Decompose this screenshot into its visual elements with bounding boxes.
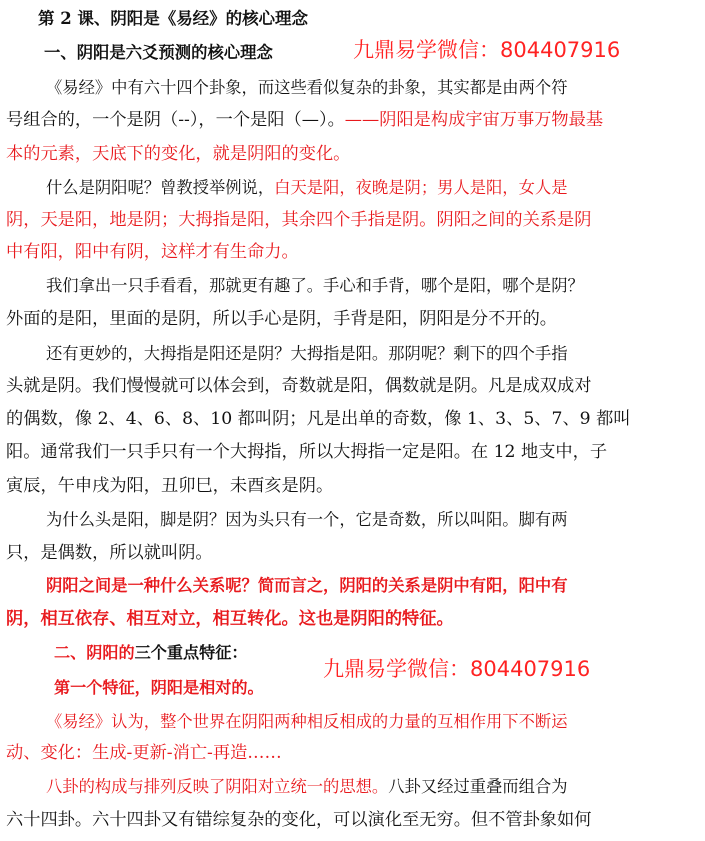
paragraph-3-line-1: 我们拿出一只手看看，那就更有趣了。手心和手背，哪个是阳，哪个是阴？ xyxy=(46,276,584,295)
paragraph-1-line-1: 《易经》中有六十四个卦象，而这些看似复杂的卦象，其实都是由两个符 xyxy=(46,78,568,97)
paragraph-8-line-1-black: 八卦又经过重叠而组合为 xyxy=(388,777,568,796)
paragraph-2-line-1 xyxy=(0,176,705,200)
paragraph-7-line-2: 动、变化：生成-更新-消亡-再造…… xyxy=(6,743,282,763)
paragraph-6-line-2: 阴，相互依存、相互对立，相互转化。这也是阴阳的特征。 xyxy=(6,609,454,629)
paragraph-8-line-1-red: 八卦的构成与排列反映了阴阳对立统一的思想。 xyxy=(46,777,389,796)
paragraph-1-line-3: 本的元素，天底下的变化，就是阴阳的变化。 xyxy=(6,144,351,164)
paragraph-4-line-3: 的偶数，像 2、4、6、8、10 都叫阴；凡是出单的奇数，像 1、3、5、7、9 都叫 xyxy=(6,409,631,429)
paragraph-4-line-4: 阳。通常我们一只手只有一个大拇指，所以大拇指一定是阳。在 12 地支中，子 xyxy=(6,442,608,462)
paragraph-5-line-2: 只，是偶数，所以就叫阴。 xyxy=(6,543,213,563)
paragraph-3-line-2: 外面的是阳，里面的是阴，所以手心是阴，手背是阳，阴阳是分不开的。 xyxy=(6,309,558,329)
paragraph-4-line-2: 头就是阴。我们慢慢就可以体会到，奇数就是阳，偶数就是阴。凡是成双成对 xyxy=(6,376,592,396)
paragraph-8-line-1 xyxy=(0,775,705,799)
paragraph-1-line-2 xyxy=(0,108,705,132)
paragraph-2-line-2: 阴，天是阳，地是阴；大拇指是阳，其余四个手指是阴。阴阳之间的关系是阴 xyxy=(6,210,592,230)
lesson-title: 第 2 课、阴阳是《易经》的核心理念 xyxy=(38,9,308,28)
paragraph-8-line-2: 六十四卦。六十四卦又有错综复杂的变化，可以演化至无穷。但不管卦象如何 xyxy=(6,810,592,830)
feature-1-heading: 第一个特征，阴阳是相对的。 xyxy=(54,678,264,697)
section-heading-1: 一、阴阳是六爻预测的核心理念 xyxy=(44,43,273,62)
paragraph-5-line-1: 为什么头是阳，脚是阴？因为头只有一个，它是奇数，所以叫阳。脚有两 xyxy=(46,510,568,529)
paragraph-6-line-1: 阴阳之间是一种什么关系呢？简而言之，阴阳的关系是阴中有阳，阳中有 xyxy=(46,576,568,595)
section-heading-2-red: 二、阴阳的 xyxy=(54,643,135,662)
watermark-wechat-2: 九鼎易学微信：804407916 xyxy=(323,657,591,681)
section-heading-2-black: 三个重点特征： xyxy=(134,643,248,662)
paragraph-2-line-1-red: 白天是阳，夜晚是阴；男人是阳，女人是 xyxy=(274,178,568,197)
paragraph-2-line-1-black: 什么是阴阳呢？曾教授举例说， xyxy=(46,178,275,197)
watermark-wechat-1: 九鼎易学微信：804407916 xyxy=(353,38,621,62)
paragraph-4-line-1: 还有更妙的，大拇指是阳还是阴？大拇指是阳。那阴呢？剩下的四个手指 xyxy=(46,344,568,363)
paragraph-2-line-3: 中有阳，阳中有阴，这样才有生命力。 xyxy=(6,242,299,262)
paragraph-7-line-1: 《易经》认为，整个世界在阴阳两种相反相成的力量的互相作用下不断运 xyxy=(46,712,568,731)
paragraph-1-line-2-red: ——阴阳是构成宇宙万事万物最基 xyxy=(344,110,604,130)
paragraph-1-line-2-black: 号组合的，一个是阴（--），一个是阳（—）。 xyxy=(6,110,345,130)
paragraph-4-line-5: 寅辰，午申戌为阳，丑卯巳，未酉亥是阴。 xyxy=(6,476,334,496)
